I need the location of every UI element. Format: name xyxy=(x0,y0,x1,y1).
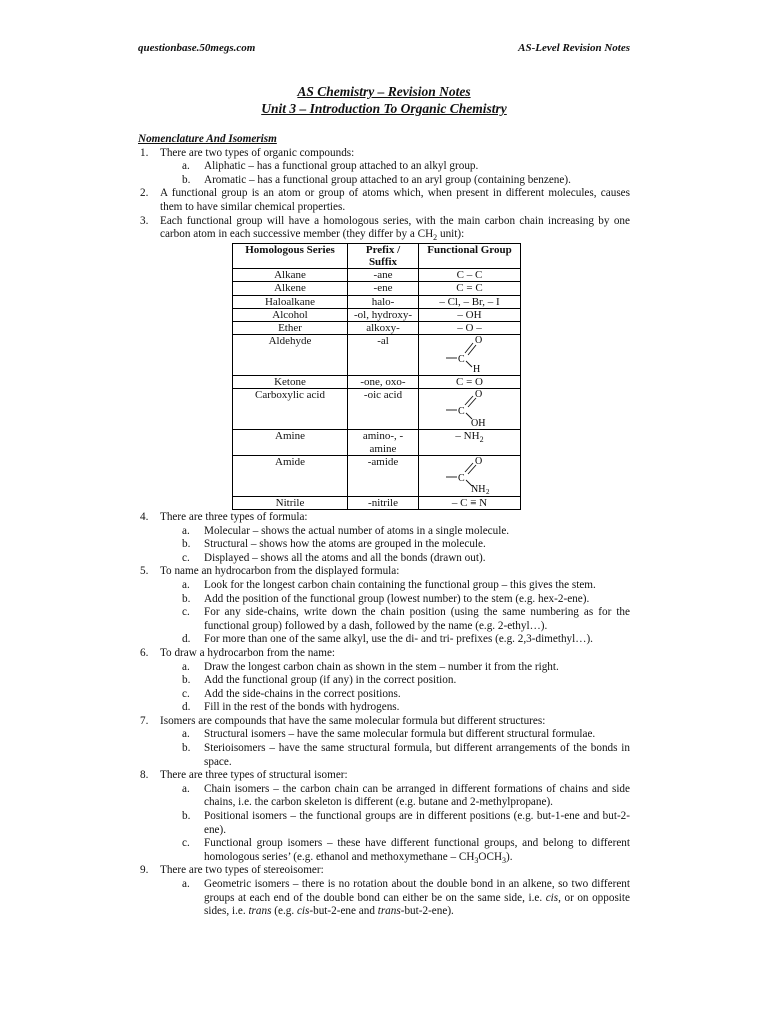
hydrogen-label: H xyxy=(472,364,480,374)
sub-letter: a. xyxy=(182,578,190,591)
document-subtitle: Unit 3 – Introduction To Organic Chemistry xyxy=(261,101,507,116)
sub-text: Add the functional group (if any) in the correct position. xyxy=(204,674,457,687)
affix-cell: alkoxy- xyxy=(348,321,419,334)
functional-group-table xyxy=(232,243,521,510)
sub-item-6c xyxy=(138,688,630,702)
sub-text: Sterioisomers – have the same structural formula, but different arrangements of the bonds in space. xyxy=(204,742,630,768)
column-header: Prefix / Suffix xyxy=(348,243,419,268)
sub-item-6a xyxy=(138,661,630,675)
sub-letter: b. xyxy=(182,742,191,755)
italic-term: cis xyxy=(296,905,310,918)
italic-term: trans xyxy=(377,905,401,918)
item-text: To name an hydrocarbon from the displayed formula: xyxy=(160,565,400,578)
series-cell: Carboxylic acid xyxy=(233,389,348,430)
sub-text: -but-2-ene and xyxy=(309,905,378,918)
sub-text: (e.g. xyxy=(271,905,297,918)
list-item-3 xyxy=(138,215,630,242)
table-row xyxy=(233,295,521,308)
item-number: 5. xyxy=(140,565,149,578)
sub-item-5a xyxy=(138,579,630,593)
sub-letter: a. xyxy=(182,728,190,741)
group-cell: – OH xyxy=(419,308,521,321)
document-title: AS Chemistry – Revision Notes xyxy=(297,84,471,99)
item-text: Isomers are compounds that have the same molecular formula but different structures: xyxy=(160,714,546,727)
sub-letter: a. xyxy=(182,782,190,795)
group-cell: C = O xyxy=(419,376,521,389)
affix-cell: -one, oxo- xyxy=(348,376,419,389)
sub-letter: c. xyxy=(182,551,190,564)
list-item-1 xyxy=(138,147,630,161)
group-cell: – C ≡ N xyxy=(419,496,521,509)
list-item-7 xyxy=(138,715,630,729)
table-row xyxy=(233,269,521,282)
item-number: 1. xyxy=(140,146,149,159)
sub-item-1b xyxy=(138,174,630,188)
group-cell: – Cl, – Br, – I xyxy=(419,295,521,308)
sub-text: OCH xyxy=(478,850,503,863)
header-notes-label: AS-Level Revision Notes xyxy=(518,42,630,54)
carbon-label: C xyxy=(457,354,465,366)
sub-text: Fill in the rest of the bonds with hydrogens. xyxy=(204,701,400,714)
subscript: 2 xyxy=(485,487,489,494)
list-item-5 xyxy=(138,565,630,579)
amine-group-text: – NH xyxy=(455,430,480,443)
oxygen-label: O xyxy=(474,389,482,401)
group-cell xyxy=(419,335,521,376)
item-number: 9. xyxy=(140,864,149,877)
subscript: 3 xyxy=(474,856,479,866)
sub-letter: b. xyxy=(182,538,191,551)
sub-text: -but-2-ene). xyxy=(400,905,454,918)
section-title: Nomenclature And Isomerism xyxy=(138,133,277,145)
sub-text: ). xyxy=(506,850,513,863)
italic-term: trans xyxy=(248,905,272,918)
sub-text: Displayed – shows all the atoms and all the bonds (drawn out). xyxy=(204,551,486,564)
notes-body xyxy=(138,133,630,919)
item-number: 8. xyxy=(140,769,149,782)
sub-item-7a xyxy=(138,728,630,742)
sub-item-7b xyxy=(138,742,630,769)
sub-text: For any side-chains, write down the chain position (using the same numbering as for the functional group) followed by a dash, followed by the name (e.g. 2-ethyl…). xyxy=(204,606,630,632)
table-row xyxy=(233,496,521,509)
sub-item-5d xyxy=(138,633,630,647)
sub-letter: b. xyxy=(182,592,191,605)
list-item-4 xyxy=(138,511,630,525)
sub-text: Add the side-chains in the correct positions. xyxy=(204,687,401,700)
amino-label: NH xyxy=(470,483,485,494)
list-item-9 xyxy=(138,864,630,878)
item-text-end: unit): xyxy=(437,228,465,241)
group-cell: C – C xyxy=(419,269,521,282)
table-row xyxy=(233,376,521,389)
carbon-label: C xyxy=(457,406,465,418)
carboxylic-acid-structure-diagram xyxy=(440,389,500,427)
header-source: questionbase.50megs.com xyxy=(138,42,256,54)
group-cell xyxy=(419,430,521,455)
group-cell: C = C xyxy=(419,282,521,295)
sub-letter: a. xyxy=(182,160,190,173)
table-row xyxy=(233,282,521,295)
item-text: There are three types of formula: xyxy=(160,510,308,523)
item-number: 3. xyxy=(140,214,149,227)
series-cell: Ketone xyxy=(233,376,348,389)
oxygen-label: O xyxy=(474,335,482,347)
affix-cell: -oic acid xyxy=(348,389,419,430)
sub-letter: a. xyxy=(182,660,190,673)
sub-item-4a xyxy=(138,525,630,539)
amide-structure-diagram xyxy=(440,456,500,494)
sub-text: Aromatic – has a functional group attached to an aryl group (containing benzene). xyxy=(204,173,571,186)
carbon-label: C xyxy=(457,472,465,484)
sub-item-4c xyxy=(138,552,630,566)
item-text: To draw a hydrocarbon from the name: xyxy=(160,646,336,659)
sub-text: Draw the longest carbon chain as shown in the stem – number it from the right. xyxy=(204,660,559,673)
sub-item-6d xyxy=(138,701,630,715)
series-cell: Ether xyxy=(233,321,348,334)
item-text: There are three types of structural isomer: xyxy=(160,769,348,782)
subscript: 2 xyxy=(433,233,438,243)
sub-letter: c. xyxy=(182,606,190,619)
table-row xyxy=(233,308,521,321)
subscript: 3 xyxy=(502,856,507,866)
item-text: There are two types of stereoisomer: xyxy=(160,864,324,877)
hydroxyl-label: OH xyxy=(470,418,485,428)
sub-text: Structural – shows how the atoms are grouped in the molecule. xyxy=(204,538,486,551)
table-row xyxy=(233,455,521,496)
table-row xyxy=(233,335,521,376)
series-cell: Alcohol xyxy=(233,308,348,321)
sub-item-4b xyxy=(138,538,630,552)
list-item-8 xyxy=(138,769,630,783)
sub-text: Molecular – shows the actual number of atoms in a single molecule. xyxy=(204,524,510,537)
oxygen-label: O xyxy=(474,455,482,467)
table-row xyxy=(233,321,521,334)
table-row xyxy=(233,430,521,455)
affix-cell: -ene xyxy=(348,282,419,295)
series-cell: Amide xyxy=(233,455,348,496)
item-number: 2. xyxy=(140,187,149,200)
item-number: 6. xyxy=(140,646,149,659)
column-header: Homologous Series xyxy=(233,243,348,268)
sub-item-5b xyxy=(138,593,630,607)
sub-letter: d. xyxy=(182,701,191,714)
sub-letter: c. xyxy=(182,687,190,700)
item-text: There are two types of organic compounds: xyxy=(160,146,355,159)
series-cell: Alkane xyxy=(233,269,348,282)
aldehyde-structure-diagram xyxy=(440,335,500,373)
sub-item-8c xyxy=(138,837,630,864)
sub-letter: b. xyxy=(182,810,191,823)
group-cell xyxy=(419,455,521,496)
sub-item-9a xyxy=(138,878,630,919)
sub-letter: c. xyxy=(182,837,190,850)
sub-text: Geometric isomers – there is no rotation about the double bond in an alkene, so two different groups at each end of the double bond can either be on the same side, i.e. xyxy=(204,878,630,904)
sub-text: Add the position of the functional group (lowest number) to the stem (e.g. hex-2-ene). xyxy=(204,592,590,605)
sub-item-5c xyxy=(138,606,630,633)
table-row xyxy=(233,389,521,430)
list-item-6 xyxy=(138,647,630,661)
affix-cell: -ane xyxy=(348,269,419,282)
series-cell: Haloalkane xyxy=(233,295,348,308)
item-text: A functional group is an atom or group of atoms which, when present in different molecules, causes them to have similar chemical properties. xyxy=(160,187,630,213)
sub-text: , or on opposite sides, i.e. xyxy=(204,891,630,918)
affix-cell: -ol, hydroxy- xyxy=(348,308,419,321)
affix-cell: -amide xyxy=(348,455,419,496)
item-text: Each functional group will have a homologous series, with the main carbon chain increasing by one carbon atom in each successive member (they differ by a CH xyxy=(160,214,630,241)
group-cell: – O – xyxy=(419,321,521,334)
sub-letter: b. xyxy=(182,674,191,687)
column-header: Functional Group xyxy=(419,243,521,268)
item-number: 4. xyxy=(140,510,149,523)
sub-item-8b xyxy=(138,810,630,837)
list-item-2 xyxy=(138,187,630,214)
series-cell: Aldehyde xyxy=(233,335,348,376)
affix-cell: -al xyxy=(348,335,419,376)
sub-text: Chain isomers – the carbon chain can be arranged in different formations of chains and side chains, i.e. the carbon skeleton is different (e.g. butane and 2-methylpropane). xyxy=(204,782,630,809)
sub-letter: b. xyxy=(182,173,191,186)
sub-text: Positional isomers – the functional groups are in different positions (e.g. but-1-ene and but-2-ene). xyxy=(204,810,630,836)
affix-cell: -nitrile xyxy=(348,496,419,509)
sub-text: Aliphatic – has a functional group attached to an alkyl group. xyxy=(204,160,479,173)
series-cell: Amine xyxy=(233,430,348,455)
table-header-row xyxy=(233,243,521,268)
sub-letter: d. xyxy=(182,633,191,646)
series-cell: Nitrile xyxy=(233,496,348,509)
sub-letter: a. xyxy=(182,524,190,537)
sub-text: Functional group isomers – these have different functional groups, and belong to different homologous series’ (e.g. ethanol and methoxymethane – CH xyxy=(204,837,630,863)
series-cell: Alkene xyxy=(233,282,348,295)
sub-text: For more than one of the same alkyl, use the di- and tri- prefixes (e.g. 2,3-dimethyl…). xyxy=(204,633,593,646)
item-number: 7. xyxy=(140,714,149,727)
affix-cell: halo- xyxy=(348,295,419,308)
sub-text: Structural isomers – have the same molecular formula but different structural formulae. xyxy=(204,728,596,741)
sub-text: Look for the longest carbon chain containing the functional group – this gives the stem. xyxy=(204,578,596,591)
affix-cell: amino-, -amine xyxy=(348,430,419,455)
italic-term: cis xyxy=(545,891,559,904)
subscript: 2 xyxy=(479,435,484,445)
group-cell xyxy=(419,389,521,430)
sub-item-8a xyxy=(138,783,630,810)
sub-item-6b xyxy=(138,674,630,688)
sub-letter: a. xyxy=(182,878,190,891)
sub-item-1a xyxy=(138,160,630,174)
